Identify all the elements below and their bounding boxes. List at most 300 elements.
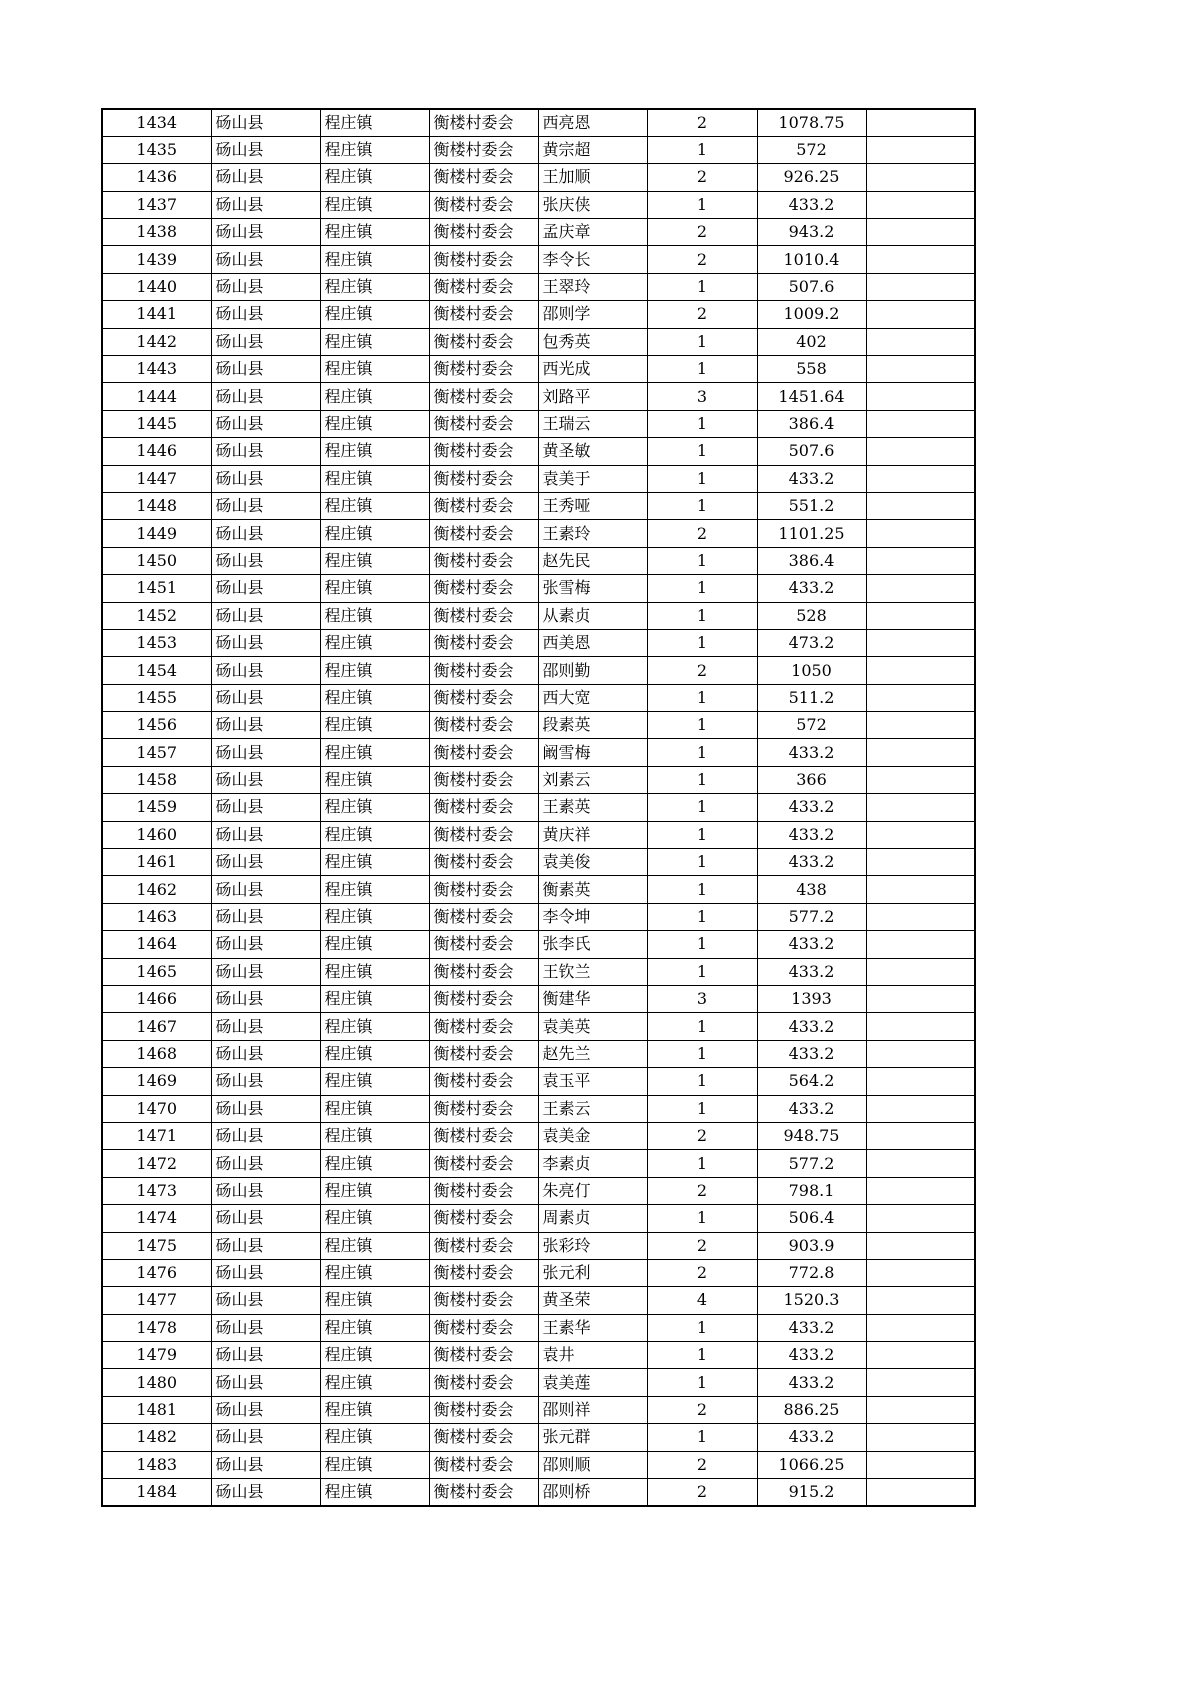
name-cell: 袁美俊 <box>538 849 647 876</box>
amount-cell: 1078.75 <box>757 109 866 136</box>
name-cell: 王加顺 <box>538 164 647 191</box>
amount-cell: 433.2 <box>757 575 866 602</box>
county-cell: 砀山县 <box>211 794 320 821</box>
table-row <box>102 876 975 903</box>
village-cell: 衡楼村委会 <box>429 1479 538 1506</box>
county-cell: 砀山县 <box>211 1369 320 1396</box>
household-count-cell: 1 <box>647 1342 757 1369</box>
household-count-cell: 2 <box>647 1122 757 1149</box>
serial-number-cell: 1445 <box>102 410 211 437</box>
household-count-cell: 1 <box>647 356 757 383</box>
serial-number-cell: 1435 <box>102 136 211 163</box>
village-cell: 衡楼村委会 <box>429 1287 538 1314</box>
table-row <box>102 1095 975 1122</box>
name-cell: 邵则顺 <box>538 1451 647 1478</box>
town-cell: 程庄镇 <box>320 356 429 383</box>
name-cell: 黄圣荣 <box>538 1287 647 1314</box>
name-cell: 孟庆章 <box>538 219 647 246</box>
remarks-cell <box>866 1068 975 1095</box>
village-cell: 衡楼村委会 <box>429 1122 538 1149</box>
household-count-cell: 2 <box>647 219 757 246</box>
serial-number-cell: 1434 <box>102 109 211 136</box>
serial-number-cell: 1439 <box>102 246 211 273</box>
amount-cell: 1009.2 <box>757 301 866 328</box>
village-cell: 衡楼村委会 <box>429 273 538 300</box>
remarks-cell <box>866 164 975 191</box>
remarks-cell <box>866 1451 975 1478</box>
remarks-cell <box>866 958 975 985</box>
county-cell: 砀山县 <box>211 1122 320 1149</box>
serial-number-cell: 1460 <box>102 821 211 848</box>
town-cell: 程庄镇 <box>320 520 429 547</box>
remarks-cell <box>866 301 975 328</box>
table-row <box>102 438 975 465</box>
name-cell: 张雪梅 <box>538 575 647 602</box>
remarks-cell <box>866 903 975 930</box>
amount-cell: 433.2 <box>757 1424 866 1451</box>
household-count-cell: 1 <box>647 876 757 903</box>
table-row <box>102 903 975 930</box>
table-row <box>102 712 975 739</box>
village-cell: 衡楼村委会 <box>429 876 538 903</box>
county-cell: 砀山县 <box>211 876 320 903</box>
county-cell: 砀山县 <box>211 1040 320 1067</box>
town-cell: 程庄镇 <box>320 794 429 821</box>
town-cell: 程庄镇 <box>320 1287 429 1314</box>
county-cell: 砀山县 <box>211 492 320 519</box>
village-cell: 衡楼村委会 <box>429 547 538 574</box>
remarks-cell <box>866 191 975 218</box>
county-cell: 砀山县 <box>211 410 320 437</box>
name-cell: 邵则勤 <box>538 657 647 684</box>
remarks-cell <box>866 602 975 629</box>
name-cell: 王秀哑 <box>538 492 647 519</box>
village-cell: 衡楼村委会 <box>429 1040 538 1067</box>
serial-number-cell: 1453 <box>102 629 211 656</box>
town-cell: 程庄镇 <box>320 273 429 300</box>
name-cell: 张彩玲 <box>538 1232 647 1259</box>
table-row <box>102 1396 975 1423</box>
county-cell: 砀山县 <box>211 1396 320 1423</box>
table-row <box>102 109 975 136</box>
town-cell: 程庄镇 <box>320 1205 429 1232</box>
village-cell: 衡楼村委会 <box>429 766 538 793</box>
amount-cell: 1393 <box>757 986 866 1013</box>
household-count-cell: 1 <box>647 547 757 574</box>
household-count-cell: 3 <box>647 383 757 410</box>
town-cell: 程庄镇 <box>320 1479 429 1506</box>
county-cell: 砀山县 <box>211 1287 320 1314</box>
name-cell: 衡建华 <box>538 986 647 1013</box>
county-cell: 砀山县 <box>211 903 320 930</box>
name-cell: 袁美英 <box>538 1013 647 1040</box>
village-cell: 衡楼村委会 <box>429 849 538 876</box>
town-cell: 程庄镇 <box>320 547 429 574</box>
household-count-cell: 2 <box>647 657 757 684</box>
village-cell: 衡楼村委会 <box>429 1068 538 1095</box>
amount-cell: 402 <box>757 328 866 355</box>
serial-number-cell: 1483 <box>102 1451 211 1478</box>
household-count-cell: 1 <box>647 712 757 739</box>
county-cell: 砀山县 <box>211 712 320 739</box>
remarks-cell <box>866 794 975 821</box>
name-cell: 黄宗超 <box>538 136 647 163</box>
village-cell: 衡楼村委会 <box>429 136 538 163</box>
town-cell: 程庄镇 <box>320 986 429 1013</box>
serial-number-cell: 1462 <box>102 876 211 903</box>
village-cell: 衡楼村委会 <box>429 958 538 985</box>
village-cell: 衡楼村委会 <box>429 794 538 821</box>
serial-number-cell: 1477 <box>102 1287 211 1314</box>
village-cell: 衡楼村委会 <box>429 1095 538 1122</box>
remarks-cell <box>866 109 975 136</box>
village-cell: 衡楼村委会 <box>429 1013 538 1040</box>
table-row <box>102 739 975 766</box>
household-count-cell: 1 <box>647 821 757 848</box>
remarks-cell <box>866 1369 975 1396</box>
serial-number-cell: 1484 <box>102 1479 211 1506</box>
serial-number-cell: 1465 <box>102 958 211 985</box>
household-count-cell: 2 <box>647 164 757 191</box>
county-cell: 砀山县 <box>211 986 320 1013</box>
remarks-cell <box>866 657 975 684</box>
amount-cell: 1066.25 <box>757 1451 866 1478</box>
amount-cell: 433.2 <box>757 465 866 492</box>
remarks-cell <box>866 520 975 547</box>
county-cell: 砀山县 <box>211 1150 320 1177</box>
serial-number-cell: 1461 <box>102 849 211 876</box>
serial-number-cell: 1443 <box>102 356 211 383</box>
serial-number-cell: 1467 <box>102 1013 211 1040</box>
town-cell: 程庄镇 <box>320 1396 429 1423</box>
county-cell: 砀山县 <box>211 1205 320 1232</box>
county-cell: 砀山县 <box>211 438 320 465</box>
serial-number-cell: 1454 <box>102 657 211 684</box>
table-row <box>102 684 975 711</box>
county-cell: 砀山县 <box>211 301 320 328</box>
amount-cell: 948.75 <box>757 1122 866 1149</box>
serial-number-cell: 1448 <box>102 492 211 519</box>
remarks-cell <box>866 410 975 437</box>
table-row <box>102 931 975 958</box>
amount-cell: 903.9 <box>757 1232 866 1259</box>
county-cell: 砀山县 <box>211 465 320 492</box>
county-cell: 砀山县 <box>211 191 320 218</box>
county-cell: 砀山县 <box>211 1095 320 1122</box>
remarks-cell <box>866 876 975 903</box>
amount-cell: 433.2 <box>757 1314 866 1341</box>
village-cell: 衡楼村委会 <box>429 246 538 273</box>
household-count-cell: 2 <box>647 1451 757 1478</box>
county-cell: 砀山县 <box>211 1479 320 1506</box>
village-cell: 衡楼村委会 <box>429 191 538 218</box>
village-cell: 衡楼村委会 <box>429 1177 538 1204</box>
town-cell: 程庄镇 <box>320 931 429 958</box>
town-cell: 程庄镇 <box>320 575 429 602</box>
household-count-cell: 1 <box>647 1369 757 1396</box>
household-count-cell: 1 <box>647 438 757 465</box>
village-cell: 衡楼村委会 <box>429 903 538 930</box>
village-cell: 衡楼村委会 <box>429 1314 538 1341</box>
name-cell: 朱亮仃 <box>538 1177 647 1204</box>
name-cell: 王素云 <box>538 1095 647 1122</box>
serial-number-cell: 1440 <box>102 273 211 300</box>
remarks-cell <box>866 1342 975 1369</box>
household-count-cell: 1 <box>647 684 757 711</box>
household-count-cell: 1 <box>647 602 757 629</box>
serial-number-cell: 1456 <box>102 712 211 739</box>
table-row <box>102 273 975 300</box>
remarks-cell <box>866 1259 975 1286</box>
amount-cell: 572 <box>757 712 866 739</box>
household-count-cell: 1 <box>647 465 757 492</box>
table-row <box>102 986 975 1013</box>
name-cell: 袁美于 <box>538 465 647 492</box>
amount-cell: 577.2 <box>757 1150 866 1177</box>
remarks-cell <box>866 356 975 383</box>
county-cell: 砀山县 <box>211 1424 320 1451</box>
table-row <box>102 602 975 629</box>
county-cell: 砀山县 <box>211 547 320 574</box>
serial-number-cell: 1444 <box>102 383 211 410</box>
household-count-cell: 2 <box>647 520 757 547</box>
serial-number-cell: 1479 <box>102 1342 211 1369</box>
table-row <box>102 410 975 437</box>
household-count-cell: 2 <box>647 301 757 328</box>
table-row <box>102 657 975 684</box>
county-cell: 砀山县 <box>211 739 320 766</box>
household-count-cell: 1 <box>647 1314 757 1341</box>
remarks-cell <box>866 684 975 711</box>
serial-number-cell: 1436 <box>102 164 211 191</box>
table-row <box>102 328 975 355</box>
table-row <box>102 301 975 328</box>
serial-number-cell: 1451 <box>102 575 211 602</box>
remarks-cell <box>866 1013 975 1040</box>
village-cell: 衡楼村委会 <box>429 301 538 328</box>
village-cell: 衡楼村委会 <box>429 219 538 246</box>
household-count-cell: 1 <box>647 492 757 519</box>
table-row <box>102 1013 975 1040</box>
table-row <box>102 1424 975 1451</box>
town-cell: 程庄镇 <box>320 109 429 136</box>
village-cell: 衡楼村委会 <box>429 575 538 602</box>
serial-number-cell: 1475 <box>102 1232 211 1259</box>
county-cell: 砀山县 <box>211 246 320 273</box>
remarks-cell <box>866 931 975 958</box>
town-cell: 程庄镇 <box>320 219 429 246</box>
town-cell: 程庄镇 <box>320 1451 429 1478</box>
table-row <box>102 465 975 492</box>
amount-cell: 433.2 <box>757 794 866 821</box>
county-cell: 砀山县 <box>211 1314 320 1341</box>
village-cell: 衡楼村委会 <box>429 821 538 848</box>
serial-number-cell: 1441 <box>102 301 211 328</box>
name-cell: 王钦兰 <box>538 958 647 985</box>
name-cell: 黄圣敏 <box>538 438 647 465</box>
household-count-cell: 2 <box>647 1232 757 1259</box>
town-cell: 程庄镇 <box>320 492 429 519</box>
village-cell: 衡楼村委会 <box>429 712 538 739</box>
serial-number-cell: 1463 <box>102 903 211 930</box>
remarks-cell <box>866 575 975 602</box>
household-count-cell: 1 <box>647 931 757 958</box>
household-count-cell: 2 <box>647 1177 757 1204</box>
name-cell: 西大宽 <box>538 684 647 711</box>
table-row <box>102 246 975 273</box>
table-row <box>102 1451 975 1478</box>
name-cell: 袁井 <box>538 1342 647 1369</box>
table-body <box>102 109 975 1506</box>
serial-number-cell: 1466 <box>102 986 211 1013</box>
table-row <box>102 1314 975 1341</box>
town-cell: 程庄镇 <box>320 903 429 930</box>
name-cell: 衡素英 <box>538 876 647 903</box>
county-cell: 砀山县 <box>211 629 320 656</box>
name-cell: 赵先民 <box>538 547 647 574</box>
town-cell: 程庄镇 <box>320 657 429 684</box>
amount-cell: 511.2 <box>757 684 866 711</box>
serial-number-cell: 1442 <box>102 328 211 355</box>
table-row <box>102 1369 975 1396</box>
household-count-cell: 1 <box>647 1040 757 1067</box>
county-cell: 砀山县 <box>211 849 320 876</box>
town-cell: 程庄镇 <box>320 849 429 876</box>
name-cell: 袁美莲 <box>538 1369 647 1396</box>
amount-cell: 551.2 <box>757 492 866 519</box>
town-cell: 程庄镇 <box>320 1232 429 1259</box>
town-cell: 程庄镇 <box>320 191 429 218</box>
county-cell: 砀山县 <box>211 1177 320 1204</box>
table-row <box>102 1150 975 1177</box>
table-row <box>102 547 975 574</box>
amount-cell: 798.1 <box>757 1177 866 1204</box>
remarks-cell <box>866 1314 975 1341</box>
village-cell: 衡楼村委会 <box>429 739 538 766</box>
amount-cell: 507.6 <box>757 438 866 465</box>
village-cell: 衡楼村委会 <box>429 986 538 1013</box>
town-cell: 程庄镇 <box>320 383 429 410</box>
amount-cell: 433.2 <box>757 1369 866 1396</box>
serial-number-cell: 1449 <box>102 520 211 547</box>
town-cell: 程庄镇 <box>320 712 429 739</box>
serial-number-cell: 1468 <box>102 1040 211 1067</box>
household-count-cell: 1 <box>647 1013 757 1040</box>
village-cell: 衡楼村委会 <box>429 1205 538 1232</box>
town-cell: 程庄镇 <box>320 684 429 711</box>
amount-cell: 1101.25 <box>757 520 866 547</box>
county-cell: 砀山县 <box>211 520 320 547</box>
name-cell: 赵先兰 <box>538 1040 647 1067</box>
household-count-cell: 1 <box>647 849 757 876</box>
remarks-cell <box>866 136 975 163</box>
name-cell: 李素贞 <box>538 1150 647 1177</box>
name-cell: 王素华 <box>538 1314 647 1341</box>
table-row <box>102 849 975 876</box>
table-row <box>102 794 975 821</box>
household-count-cell: 1 <box>647 1205 757 1232</box>
serial-number-cell: 1474 <box>102 1205 211 1232</box>
town-cell: 程庄镇 <box>320 1150 429 1177</box>
town-cell: 程庄镇 <box>320 136 429 163</box>
county-cell: 砀山县 <box>211 273 320 300</box>
amount-cell: 577.2 <box>757 903 866 930</box>
remarks-cell <box>866 1150 975 1177</box>
name-cell: 王素英 <box>538 794 647 821</box>
town-cell: 程庄镇 <box>320 301 429 328</box>
amount-cell: 473.2 <box>757 629 866 656</box>
household-count-cell: 1 <box>647 191 757 218</box>
remarks-cell <box>866 1122 975 1149</box>
name-cell: 邵则祥 <box>538 1396 647 1423</box>
amount-cell: 772.8 <box>757 1259 866 1286</box>
name-cell: 张庆侠 <box>538 191 647 218</box>
serial-number-cell: 1450 <box>102 547 211 574</box>
village-cell: 衡楼村委会 <box>429 1259 538 1286</box>
county-cell: 砀山县 <box>211 931 320 958</box>
village-cell: 衡楼村委会 <box>429 602 538 629</box>
remarks-cell <box>866 849 975 876</box>
table-row <box>102 1232 975 1259</box>
town-cell: 程庄镇 <box>320 766 429 793</box>
household-count-cell: 1 <box>647 903 757 930</box>
remarks-cell <box>866 246 975 273</box>
remarks-cell <box>866 1040 975 1067</box>
name-cell: 西亮恩 <box>538 109 647 136</box>
serial-number-cell: 1464 <box>102 931 211 958</box>
remarks-cell <box>866 986 975 1013</box>
name-cell: 从素贞 <box>538 602 647 629</box>
serial-number-cell: 1447 <box>102 465 211 492</box>
table-row <box>102 219 975 246</box>
amount-cell: 506.4 <box>757 1205 866 1232</box>
county-cell: 砀山县 <box>211 1342 320 1369</box>
household-count-cell: 1 <box>647 575 757 602</box>
remarks-cell <box>866 219 975 246</box>
household-count-cell: 1 <box>647 1095 757 1122</box>
village-cell: 衡楼村委会 <box>429 1369 538 1396</box>
serial-number-cell: 1476 <box>102 1259 211 1286</box>
remarks-cell <box>866 465 975 492</box>
table-row <box>102 1205 975 1232</box>
household-count-cell: 1 <box>647 136 757 163</box>
amount-cell: 433.2 <box>757 1342 866 1369</box>
household-count-cell: 1 <box>647 1424 757 1451</box>
amount-cell: 366 <box>757 766 866 793</box>
remarks-cell <box>866 629 975 656</box>
county-cell: 砀山县 <box>211 684 320 711</box>
name-cell: 西美恩 <box>538 629 647 656</box>
table-row <box>102 356 975 383</box>
county-cell: 砀山县 <box>211 766 320 793</box>
town-cell: 程庄镇 <box>320 1040 429 1067</box>
town-cell: 程庄镇 <box>320 328 429 355</box>
village-cell: 衡楼村委会 <box>429 438 538 465</box>
town-cell: 程庄镇 <box>320 1369 429 1396</box>
table-row <box>102 1479 975 1506</box>
amount-cell: 564.2 <box>757 1068 866 1095</box>
remarks-cell <box>866 492 975 519</box>
town-cell: 程庄镇 <box>320 1259 429 1286</box>
name-cell: 张元利 <box>538 1259 647 1286</box>
table-row <box>102 629 975 656</box>
table-row <box>102 1068 975 1095</box>
town-cell: 程庄镇 <box>320 876 429 903</box>
serial-number-cell: 1473 <box>102 1177 211 1204</box>
name-cell: 王翠玲 <box>538 273 647 300</box>
table-row <box>102 1342 975 1369</box>
table-row <box>102 383 975 410</box>
